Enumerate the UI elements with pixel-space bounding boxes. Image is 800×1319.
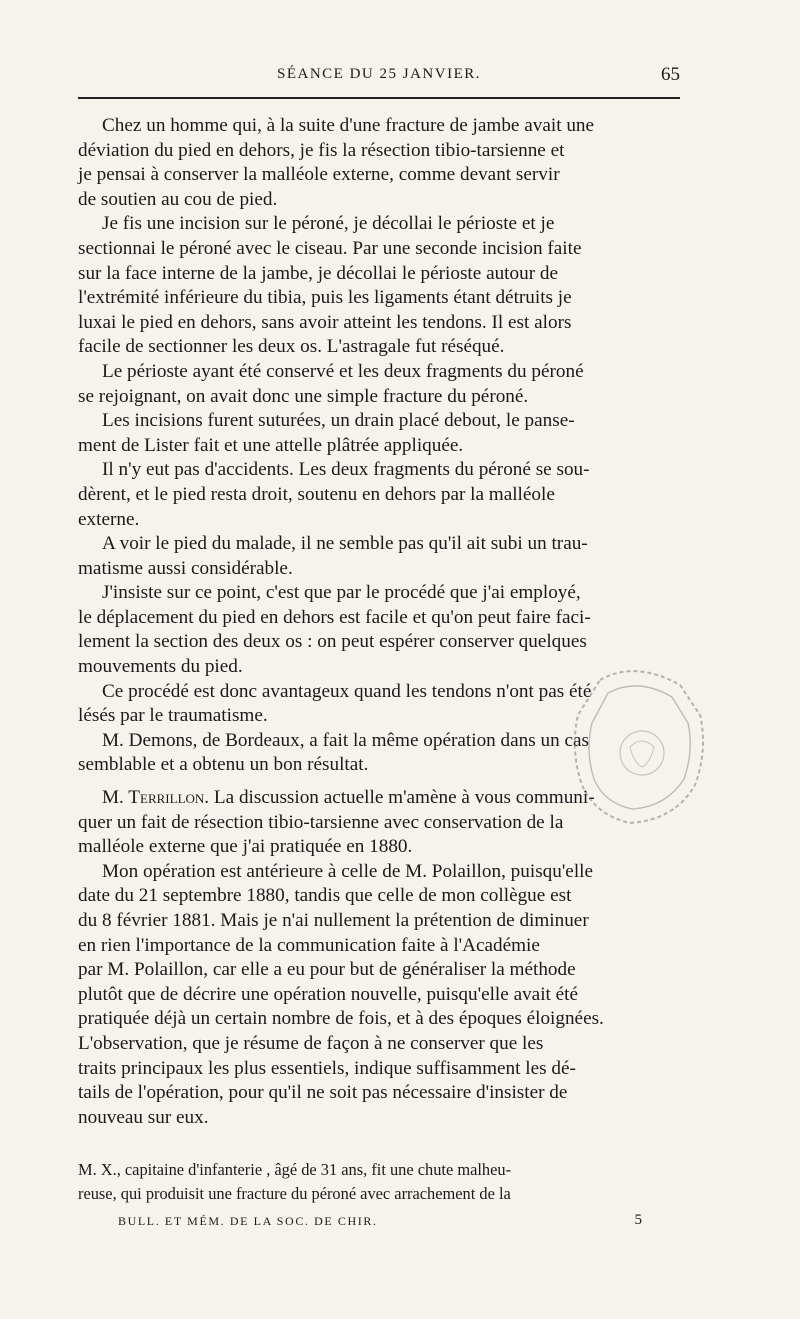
text-line: A voir le pied du malade, il ne semble pas qu'il ait subi un trau- (102, 533, 588, 555)
page-footer (78, 1212, 680, 1232)
text-line: reuse, qui produisit une fracture du péroné avec arrachement de la (78, 1184, 511, 1203)
text-line: Le périoste ayant été conservé et les deux fragments du péroné (102, 360, 584, 382)
text-line: déviation du pied en dehors, je fis la résection tibio-tarsienne et (78, 139, 565, 161)
text-line: M. Demons, de Bordeaux, a fait la même opération dans un cas (102, 729, 590, 751)
text-line: de soutien au cou de pied. (78, 188, 278, 210)
paragraph (78, 114, 680, 212)
text-line: je pensai à conserver la malléole externe, comme devant servir (78, 164, 560, 186)
text-line: lésés par le traumatisme. (78, 705, 268, 727)
text-line: lement la section des deux os : on peut espérer conserver quelques (78, 631, 587, 653)
text-line: J'insiste sur ce point, c'est que par le procédé que j'ai employé, (102, 582, 581, 604)
text-line: luxai le pied en dehors, sans avoir atteint les tendons. Il est alors (78, 311, 572, 333)
text-line: sectionnai le péroné avec le ciseau. Par une seconde incision faite (78, 237, 582, 259)
paragraph (78, 729, 680, 778)
header-rule (78, 97, 680, 99)
text-line: traits principaux les plus essentiels, indique suffisamment les dé- (78, 1057, 576, 1079)
text-line: Je fis une incision sur le péroné, je décollai le périoste et je (102, 213, 555, 235)
text-line: mouvements du pied. (78, 656, 243, 678)
text-line: semblable et a obtenu un bon résultat. (78, 754, 369, 776)
text-line: l'extrémité inférieure du tibia, puis les ligaments étant détruits je (78, 287, 572, 309)
signature-mark: 5 (634, 1212, 642, 1228)
running-title: SÉANCE DU 25 JANVIER. (277, 66, 481, 82)
text-line: du 8 février 1881. Mais je n'ai nullement la prétention de diminuer (78, 910, 589, 931)
footer-title: BULL. ET MÉM. DE LA SOC. DE CHIR. (118, 1214, 378, 1228)
text-line: se rejoignant, on avait donc une simple fracture du péroné. (78, 385, 529, 407)
paragraph (78, 458, 680, 532)
paragraph (78, 360, 680, 409)
text-line: Ce procédé est donc avantageux quand les tendons n'ont pas été (102, 680, 592, 702)
text-line: malléole externe que j'ai pratiquée en 1880. (78, 836, 413, 858)
text-line: Mon opération est antérieure à celle de M. Polaillon, puisqu'elle (102, 860, 593, 882)
text-line: externe. (78, 508, 140, 530)
text-line: pratiquée déjà un certain nombre de fois, et à des époques éloignées. (78, 1008, 604, 1030)
paragraph (78, 212, 680, 360)
text-line: M. X., capitaine d'infanterie , âgé de 31 ans, fit une chute malheu- (78, 1160, 512, 1179)
speech-first-line: La discussion actuelle m'amène à vous communi- (209, 787, 595, 809)
text-line: matisme aussi considérable. (78, 557, 293, 579)
speech-lines (78, 812, 563, 858)
running-head (78, 64, 680, 88)
text-line: quer un fait de résection tibio-tarsienne avec conservation de la (78, 811, 564, 833)
text-line: Il n'y eut pas d'accidents. Les deux fragments du péroné se sou- (102, 459, 590, 481)
text-line: tails de l'opération, pour qu'il ne soit pas nécessaire d'insister de (78, 1082, 568, 1104)
speech-paragraph (78, 786, 680, 860)
text-line: dèrent, et le pied resta droit, soutenu en dehors par la malléole (78, 483, 555, 505)
text-line: le déplacement du pied en dehors est facile et qu'on peut faire faci- (78, 606, 591, 628)
text-line: facile de sectionner les deux os. L'astragale fut réséqué. (78, 336, 505, 358)
text-line: par M. Polaillon, car elle a eu pour but de généraliser la méthode (78, 959, 576, 981)
text-line: L'observation, que je résume de façon à ne conserver que les (78, 1032, 544, 1054)
text-line: plutôt que de décrire une opération nouvelle, puisqu'elle avait été (78, 983, 579, 1005)
body-text (78, 114, 680, 1130)
text-line: Les incisions furent suturées, un drain placé debout, le panse- (102, 410, 575, 432)
text-line: sur la face interne de la jambe, je décollai le périoste autour de (78, 262, 558, 284)
text-line: nouveau sur eux. (78, 1106, 209, 1128)
observation-note (78, 1158, 680, 1206)
paragraph (78, 532, 680, 581)
text-line: en rien l'importance de la communication faite à l'Académie (78, 934, 540, 956)
observation-paragraph (78, 1158, 680, 1206)
speaker-name: M. Terrillon. (102, 787, 210, 809)
text-line: date du 21 septembre 1880, tandis que celle de mon collègue est (78, 885, 572, 907)
page-number: 65 (661, 64, 680, 85)
text-line: Chez un homme qui, à la suite d'une fracture de jambe avait une (102, 115, 595, 136)
paragraph (78, 680, 680, 729)
paragraph (78, 860, 680, 1131)
paragraph (78, 581, 680, 679)
paragraph (78, 409, 680, 458)
text-line: ment de Lister fait et une attelle plâtrée appliquée. (78, 434, 464, 456)
